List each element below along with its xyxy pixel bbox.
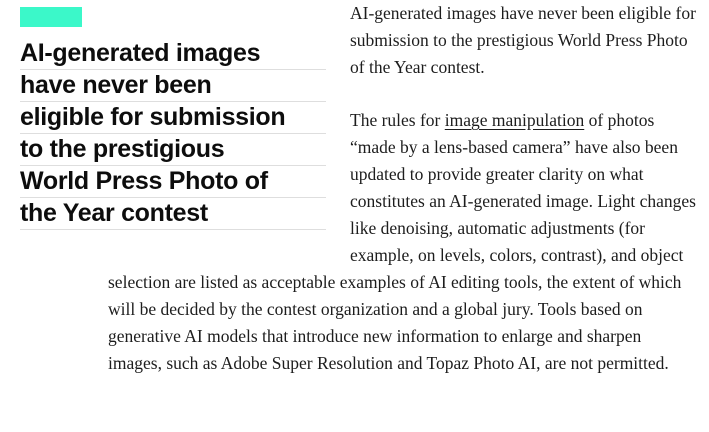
- body-paragraph-1: AI-generated images have never been eligible for submission to the prestigious World Press Photo of the Year contest.: [350, 3, 696, 77]
- pullquote-line: World Press Photo of: [20, 166, 326, 198]
- pullquote-line: have never been: [20, 70, 326, 102]
- paragraph-2-text-before: The rules for: [350, 110, 445, 130]
- pullquote-line: AI-generated images: [20, 38, 326, 70]
- pullquote-line: eligible for submission: [20, 102, 326, 134]
- paragraph-2-text-after: of photos “made by a lens-based camera” have also been updated to provide greater clarity on what constitutes an AI-generated image. Light changes like denoising, automatic adjustments (for example, on levels, colors, contrast), and object selection are listed as acceptable examples of AI editing tools, the extent of which will be decided by the contest organization and a global jury. Tools based on generative AI models that introduce new information to enlarge and sharpen images, such as Adobe Super Resolution and Topaz Photo AI, are not permitted.: [108, 110, 696, 373]
- image-manipulation-link[interactable]: image manipulation: [444, 110, 585, 130]
- pullquote-line: the Year contest: [20, 198, 326, 230]
- accent-highlight-bar: [20, 7, 82, 27]
- article-content: [20, 0, 698, 377]
- pullquote-heading: [20, 38, 326, 230]
- pullquote-block: [20, 7, 326, 230]
- pullquote-line: to the prestigious: [20, 134, 326, 166]
